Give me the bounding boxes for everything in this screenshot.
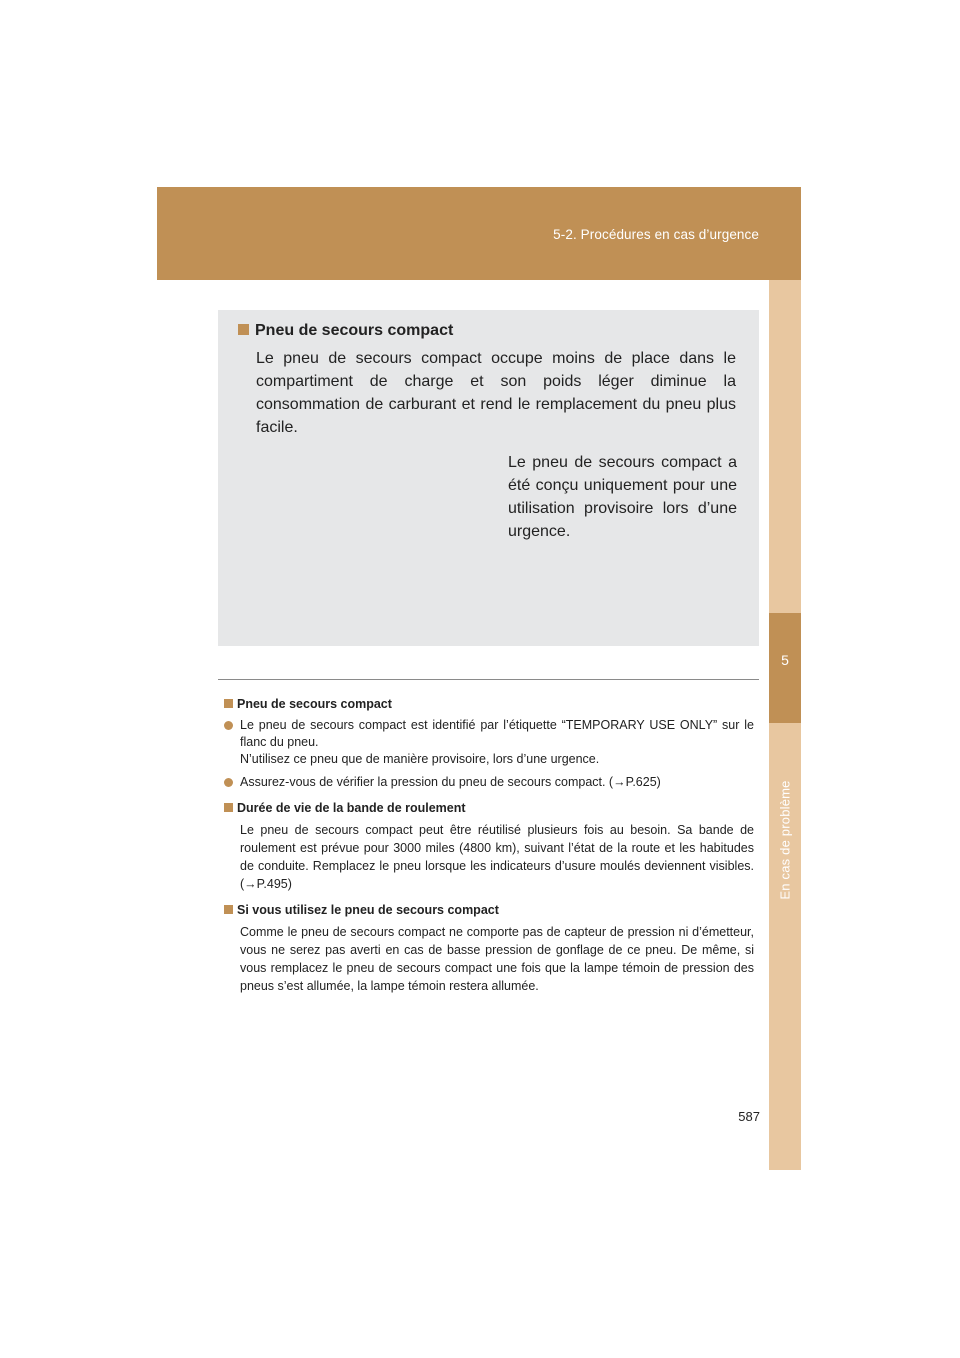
info-box-body: Le pneu de secours compact occupe moins de place dans le compartiment de charge et son poids léger diminue la consommation de carburant et rend le remplacement du pneu plus facile. bbox=[256, 350, 736, 436]
info-box-heading-text: Pneu de secours compact bbox=[255, 322, 454, 339]
chapter-number: 5 bbox=[781, 652, 789, 668]
square-bullet-icon bbox=[224, 905, 233, 914]
section-title: 5-2. Procédures en cas d’urgence bbox=[553, 227, 759, 242]
note-heading-text: Durée de vie de la bande de roulement bbox=[237, 801, 466, 815]
illustration-caption: Le pneu de secours compact a été conçu uniquement pour une utilisation provisoire lors d’une urgence. bbox=[508, 454, 737, 540]
note-bullet-text: Assurez-vous de vérifier la pression du pneu de secours compact. (→P.625) bbox=[240, 775, 661, 789]
info-box-heading bbox=[238, 322, 453, 340]
round-bullet-icon bbox=[224, 721, 233, 730]
square-bullet-icon bbox=[238, 324, 249, 335]
note-paragraph-using-spare: Comme le pneu de secours compact ne comporte pas de capteur de pression ni d’émetteur, vous ne serez pas averti en cas de basse pression de gonflage de ce pneu. De même, si vous remplacez le pneu de secours compact une fois que la lampe témoin de pression des pneus s’est allumée, la lampe témoin restera allumée. bbox=[240, 925, 754, 993]
chapter-number-band bbox=[769, 613, 801, 723]
chapter-title: En cas de problème bbox=[777, 780, 793, 900]
note-heading-text: Pneu de secours compact bbox=[237, 697, 392, 711]
note-heading-tread-life bbox=[224, 801, 754, 815]
note-bullet-label bbox=[224, 717, 754, 768]
chapter-side-tab bbox=[769, 280, 801, 1170]
notes-section bbox=[224, 697, 754, 1004]
note-bullet-pressure bbox=[224, 774, 754, 791]
round-bullet-icon bbox=[224, 778, 233, 787]
header-band bbox=[157, 187, 801, 280]
square-bullet-icon bbox=[224, 699, 233, 708]
note-bullet-text: Le pneu de secours compact est identifié par l’étiquette “TEMPORARY USE ONLY” sur le flanc du pneu. bbox=[240, 718, 754, 749]
note-heading-using-spare bbox=[224, 903, 754, 917]
square-bullet-icon bbox=[224, 803, 233, 812]
note-paragraph-tread-life: Le pneu de secours compact peut être réutilisé plusieurs fois au besoin. Sa bande de roulement est prévue pour 3000 miles (4800 km), suivant l’état de la route et les habitudes de conduite. Remplacez le pneu lorsque les indicateurs d’usure moulés deviennent visibles. (→P.495) bbox=[240, 823, 754, 891]
section-divider bbox=[218, 679, 759, 680]
note-heading-spare-tire bbox=[224, 697, 754, 711]
info-box bbox=[218, 310, 759, 646]
note-bullet-text: N’utilisez ce pneu que de manière provisoire, lors d’une urgence. bbox=[240, 752, 600, 766]
note-heading-text: Si vous utilisez le pneu de secours compact bbox=[237, 903, 499, 917]
page-number: 587 bbox=[738, 1109, 760, 1124]
